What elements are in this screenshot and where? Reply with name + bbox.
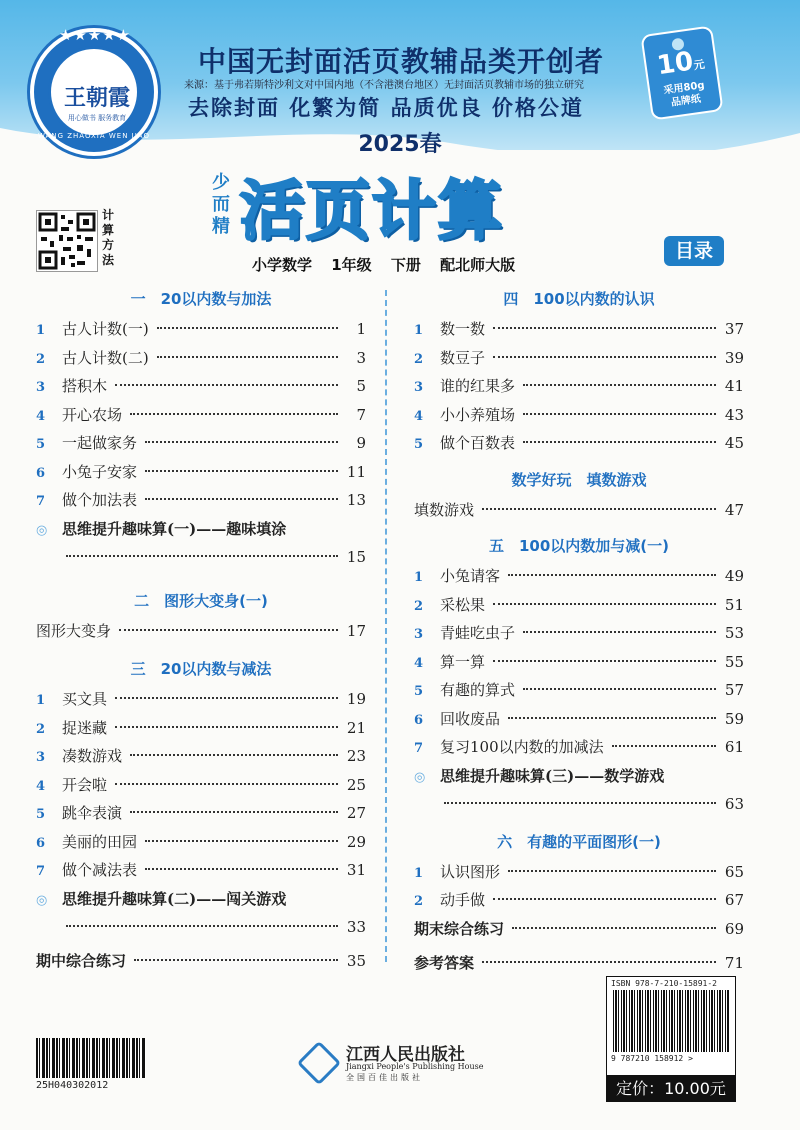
entry-number: 5 (36, 807, 46, 822)
leader-dots (130, 811, 338, 813)
leader-dots (523, 688, 716, 690)
section-heading: 一 20以内数与加法 (130, 290, 272, 308)
section-heading: 二 图形大变身(一) (134, 591, 268, 610)
publisher-name-en: Jiangxi People's Publishing House (346, 1062, 484, 1071)
entry-title: 小小养殖场 (440, 405, 516, 424)
toc-entry-midterm[interactable] (36, 950, 366, 979)
toc-entry[interactable] (414, 347, 744, 376)
toc-entry[interactable] (414, 708, 744, 737)
entry-number: 6 (36, 835, 46, 851)
entry-title: 谁的红果多 (440, 377, 516, 395)
page-number: 19 (346, 690, 366, 708)
section-heading: 六 有趣的平面图形(一) (497, 832, 661, 851)
header-source-note: 来源：基于弗若斯特沙利文对中国内地（不含港澳台地区）无封面活页教辅市场的独立研究 (184, 80, 584, 91)
special-title: 思维提升趣味算(一)——趣味填涂 (62, 519, 287, 538)
entry-title: 古人计数(二) (62, 348, 149, 367)
section-heading: 五 100以内数加与减(一) (488, 537, 670, 555)
entry-title: 小兔请客 (440, 567, 501, 585)
circle-icon: ◎ (36, 522, 48, 538)
leader-dots (612, 745, 716, 747)
entry-title: 期末综合练习 (414, 919, 505, 938)
toc-left-column (36, 286, 366, 978)
entry-title: 复习100以内数的加减法 (440, 738, 604, 756)
special-title: 思维提升趣味算(三)——数学游戏 (440, 766, 665, 785)
toc-entry[interactable] (414, 861, 744, 890)
season-label: 2025春 (358, 132, 442, 157)
book-title: 活页计算 (240, 175, 504, 249)
special-page-row (414, 789, 744, 823)
logo-name: 王朝霞 (63, 86, 130, 111)
toc-entry[interactable] (414, 622, 744, 651)
entry-number: 7 (414, 741, 424, 756)
entry-title: 凑数游戏 (62, 747, 123, 765)
page-number: 15 (346, 547, 366, 566)
entry-number: 7 (36, 864, 46, 879)
page-number: 47 (724, 500, 744, 519)
entry-number: 1 (414, 865, 424, 881)
toc-badge: 目录 (664, 236, 724, 266)
section-list (414, 318, 744, 461)
page-number: 29 (346, 832, 366, 851)
special-page-row (36, 912, 366, 946)
entry-number: 3 (36, 380, 46, 395)
entry-number: 4 (414, 655, 424, 671)
page-number: 11 (346, 462, 366, 481)
entry-number: 5 (36, 437, 46, 452)
leader-dots (493, 603, 716, 605)
page-number: 27 (346, 804, 366, 822)
toc-entry[interactable] (414, 651, 744, 680)
leader-dots (523, 413, 716, 415)
internal-barcode (36, 1038, 146, 1091)
entry-number: 2 (414, 894, 424, 909)
page-number: 53 (724, 624, 744, 642)
section-heading: 数学好玩 填数游戏 (511, 470, 647, 489)
term: 下册 (390, 256, 421, 274)
leader-dots (493, 660, 716, 662)
section-list (36, 688, 366, 888)
page-number: 67 (724, 891, 744, 909)
leader-dots (145, 840, 338, 842)
entry-number: 1 (36, 323, 46, 338)
page-number: 23 (346, 747, 366, 765)
entry-title: 美丽的田园 (62, 832, 138, 851)
leader-dots (482, 961, 716, 963)
circle-icon: ◎ (36, 892, 48, 908)
entry-title: 小兔子安家 (62, 462, 138, 481)
page-number: 69 (724, 919, 744, 938)
toc-entry[interactable] (36, 859, 366, 888)
page-number: 17 (346, 621, 366, 640)
page-number: 63 (724, 794, 744, 813)
entry-title: 期中综合练习 (36, 951, 127, 970)
leader-dots (115, 697, 338, 699)
leader-dots (145, 868, 338, 870)
entry-title: 采松果 (440, 595, 486, 614)
entry-title: 古人计数(一) (62, 320, 149, 338)
column-divider (385, 290, 387, 962)
toc-entry[interactable] (36, 774, 366, 803)
entry-title: 做个百数表 (440, 434, 516, 452)
toc-entry[interactable] (414, 736, 744, 765)
entry-title: 回收废品 (440, 709, 501, 728)
leader-dots (523, 631, 716, 633)
special-item[interactable] (414, 765, 744, 789)
page-number: 3 (356, 348, 366, 367)
isbn-digits: 9 787210 158912 > (611, 1054, 693, 1063)
page-number: 33 (346, 917, 366, 936)
page-number: 59 (724, 709, 744, 728)
page-number: 21 (346, 718, 366, 737)
section-heading: 四 100以内数的认识 (503, 290, 655, 308)
entry-number: 2 (36, 351, 46, 367)
entry-number: 1 (414, 323, 424, 338)
entry-number: 3 (414, 627, 424, 642)
price-label: 定价：10.00元 (606, 1076, 736, 1102)
page-number: 71 (724, 954, 744, 972)
isbn-text: ISBN 978-7-210-15891-2 (611, 979, 717, 988)
toc-entry-final[interactable] (414, 918, 744, 947)
entry-title: 填数游戏 (414, 500, 475, 519)
special-title: 思维提升趣味算(二)——闯关游戏 (62, 889, 287, 908)
entry-number: 4 (36, 778, 46, 794)
entry-title: 数豆子 (440, 348, 486, 367)
barcode-icon (36, 1038, 146, 1078)
entry-title: 认识图形 (440, 862, 501, 881)
leader-dots (134, 959, 338, 961)
small-label: 少而精 (212, 172, 230, 237)
isbn-barcode-box (606, 976, 736, 1076)
special-item[interactable] (36, 518, 366, 542)
page-number: 39 (724, 348, 744, 367)
logo-slogan: 用心做书 服务教育 (67, 114, 127, 122)
toc-entry[interactable] (36, 831, 366, 860)
page-number: 65 (724, 862, 744, 881)
qr-code[interactable] (36, 210, 98, 272)
entry-number: 6 (36, 465, 46, 481)
leader-dots (523, 441, 716, 443)
publisher-block (298, 1040, 508, 1086)
entry-number: 3 (36, 750, 46, 765)
leader-dots (508, 717, 716, 719)
page-number: 43 (724, 405, 744, 424)
barcode-code: 25H040302012 (36, 1080, 109, 1091)
toc-entry[interactable] (36, 620, 366, 649)
entry-title: 捉迷藏 (62, 718, 108, 737)
entry-number: 6 (414, 712, 424, 728)
edition: 配北师大版 (440, 256, 516, 274)
entry-number: 2 (414, 598, 424, 614)
leader-dots (130, 754, 338, 756)
page-number: 5 (356, 377, 366, 395)
toc-entry[interactable] (36, 688, 366, 717)
toc-entry[interactable] (414, 889, 744, 918)
entry-title: 开心农场 (62, 405, 123, 424)
entry-title: 动手做 (440, 891, 486, 909)
leader-dots (512, 927, 716, 929)
entry-number: 2 (36, 721, 46, 737)
isbn-barcode-icon (613, 990, 729, 1052)
toc-entry[interactable] (36, 802, 366, 831)
leader-dots (444, 802, 716, 804)
page-number: 9 (356, 434, 366, 452)
leader-dots (115, 783, 338, 785)
qr-code-icon (37, 211, 97, 271)
section-heading: 三 20以内数与减法 (130, 660, 272, 678)
toc-entry[interactable] (414, 679, 744, 708)
leader-dots (145, 470, 338, 472)
publisher-logo-icon (297, 1041, 342, 1086)
entry-title: 跳伞表演 (62, 804, 123, 822)
circle-icon: ◎ (414, 769, 426, 785)
page-number: 31 (346, 861, 366, 879)
entry-number: 5 (414, 437, 424, 452)
toc-right-column (414, 286, 744, 981)
price-tag-value: 10元 (655, 46, 706, 82)
page-number: 37 (724, 320, 744, 338)
star-icons: ★★★★★ (58, 26, 132, 44)
page-number: 57 (724, 681, 744, 699)
entry-title: 买文具 (62, 690, 108, 708)
section-list (414, 861, 744, 918)
page-number: 41 (724, 377, 744, 395)
section-list (36, 318, 366, 518)
toc-entry[interactable] (36, 461, 366, 490)
entry-title: 算一算 (440, 652, 486, 671)
leader-dots (115, 384, 338, 386)
leader-dots (66, 925, 338, 927)
entry-number: 4 (414, 408, 424, 424)
leader-dots (145, 498, 338, 500)
page-number: 49 (724, 567, 744, 585)
leader-dots (508, 870, 716, 872)
price-tag (640, 25, 723, 120)
toc-entry[interactable] (36, 318, 366, 347)
toc-entry[interactable] (36, 745, 366, 774)
leader-dots (115, 726, 338, 728)
header-slogan: 去除封面 化繁为简 品质优良 价格公道 (188, 95, 584, 120)
toc-entry[interactable] (414, 432, 744, 461)
toc-entry[interactable] (36, 375, 366, 404)
qr-label: 计算方法 (102, 208, 115, 267)
leader-dots (493, 898, 716, 900)
leader-dots (508, 574, 716, 576)
leader-dots (482, 508, 716, 510)
toc-entry[interactable] (36, 489, 366, 518)
page-number: 51 (724, 595, 744, 614)
entry-number: 7 (36, 494, 46, 509)
entry-number: 1 (414, 570, 424, 585)
page-number: 25 (346, 775, 366, 794)
page-number: 13 (346, 491, 366, 509)
leader-dots (66, 555, 338, 557)
leader-dots (145, 441, 338, 443)
toc-entry[interactable] (414, 499, 744, 528)
entry-title: 图形大变身 (36, 621, 112, 640)
toc-entry[interactable] (36, 404, 366, 433)
publisher-subtitle: 全国百佳出版社 (346, 1073, 423, 1082)
toc-entry[interactable] (414, 594, 744, 623)
entry-number: 1 (36, 693, 46, 708)
entry-title: 一起做家务 (62, 434, 138, 452)
toc-entry[interactable] (414, 404, 744, 433)
header-title: 中国无封面活页教辅品类开创者 (197, 45, 604, 78)
subject: 小学数学 (252, 256, 313, 274)
section-list (414, 565, 744, 765)
page-number: 1 (356, 320, 366, 338)
entry-number: 5 (414, 684, 424, 699)
entry-title: 参考答案 (414, 954, 475, 972)
entry-title: 做个加法表 (62, 491, 138, 509)
leader-dots (157, 356, 338, 358)
toc-entry[interactable] (36, 432, 366, 461)
publisher-name: 江西人民出版社 (346, 1045, 465, 1065)
leader-dots (157, 327, 338, 329)
entry-number: 3 (414, 380, 424, 395)
entry-title: 搭积木 (62, 377, 108, 395)
toc-entry[interactable] (36, 717, 366, 746)
leader-dots (130, 413, 338, 415)
leader-dots (493, 327, 716, 329)
toc-entry[interactable] (36, 347, 366, 376)
page-number: 35 (346, 951, 366, 970)
entry-number: 4 (36, 408, 46, 424)
price-tag-note: 采用80g 品牌纸 (663, 80, 706, 109)
logo-inner (48, 46, 140, 138)
page-number: 45 (724, 434, 744, 452)
toc-entry[interactable] (414, 318, 744, 347)
page-number: 55 (724, 652, 744, 671)
grade: 1年级 (331, 256, 372, 274)
special-item[interactable] (36, 888, 366, 912)
leader-dots (119, 629, 338, 631)
entry-title: 做个减法表 (62, 861, 138, 879)
leader-dots (493, 356, 716, 358)
entry-title: 青蛙吃虫子 (440, 624, 516, 642)
toc-entry[interactable] (414, 565, 744, 594)
toc-entry[interactable] (414, 375, 744, 404)
leader-dots (523, 384, 716, 386)
entry-title: 数一数 (440, 320, 486, 338)
special-page-row (36, 542, 366, 576)
entry-title: 开会啦 (62, 775, 108, 794)
entry-title: 有趣的算式 (440, 681, 516, 699)
entry-number: 2 (414, 351, 424, 367)
edition-info (252, 254, 529, 275)
logo-ring-text: WANG ZHAOXIA WEN JIAO (38, 132, 150, 140)
page-number: 7 (356, 405, 366, 424)
page-number: 61 (724, 738, 744, 756)
